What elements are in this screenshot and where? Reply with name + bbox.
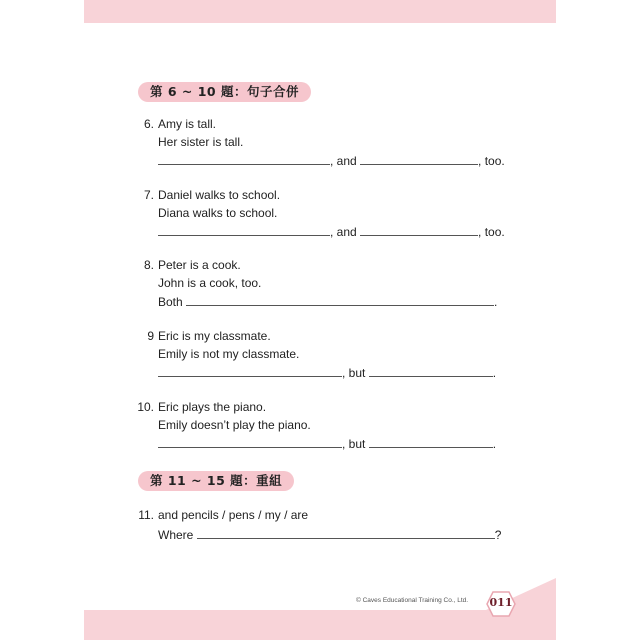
page-number: 011 — [489, 596, 513, 609]
question-number: 9 — [147, 329, 154, 343]
question-number: 7. — [143, 188, 154, 202]
question-number: 6. — [143, 117, 154, 131]
answer-blank[interactable] — [360, 223, 478, 236]
answer-line: , and , too. — [158, 152, 505, 169]
question-line: Diana walks to school. — [158, 206, 278, 220]
question-line: Daniel walks to school. — [158, 188, 281, 202]
question-line: Peter is a cook. — [158, 258, 241, 272]
question-line: Her sister is tall. — [158, 135, 244, 149]
section-tag-reorder: 第 11 ~ 15 題：重組 — [138, 471, 294, 491]
answer-blank[interactable] — [158, 152, 330, 165]
answer-line: Both . — [158, 295, 498, 309]
answer-line: , but . — [158, 364, 496, 381]
question-line: Amy is tall. — [158, 117, 217, 131]
question-line: Eric plays the piano. — [158, 400, 267, 414]
answer-blank[interactable] — [369, 364, 493, 377]
answer-blank[interactable] — [369, 435, 493, 448]
question-number: 8. — [143, 258, 154, 272]
answer-line: Where ? — [158, 528, 502, 542]
copyright-text: © Caves Educational Training Co., Ltd. — [356, 597, 469, 604]
question-line: Emily doesn’t play the piano. — [158, 418, 311, 432]
section-tag-combine: 第 6 ~ 10 題：句子合併 — [138, 82, 311, 102]
answer-blank[interactable] — [158, 223, 330, 236]
answer-blank[interactable] — [158, 435, 342, 448]
answer-blank[interactable] — [360, 152, 478, 165]
question-line: Eric is my classmate. — [158, 329, 271, 343]
question-number: 10. — [137, 400, 154, 414]
answer-line: , and , too. — [158, 223, 505, 240]
question-number: 11. — [138, 508, 154, 522]
answer-blank[interactable] — [197, 526, 495, 539]
answer-line: , but . — [158, 435, 496, 452]
question-line: and pencils / pens / my / are — [158, 508, 309, 522]
top-decorative-band — [84, 0, 556, 23]
question-line: John is a cook, too. — [158, 276, 262, 290]
answer-blank[interactable] — [158, 364, 342, 377]
answer-blank[interactable] — [186, 293, 494, 306]
question-line: Emily is not my classmate. — [158, 347, 300, 361]
